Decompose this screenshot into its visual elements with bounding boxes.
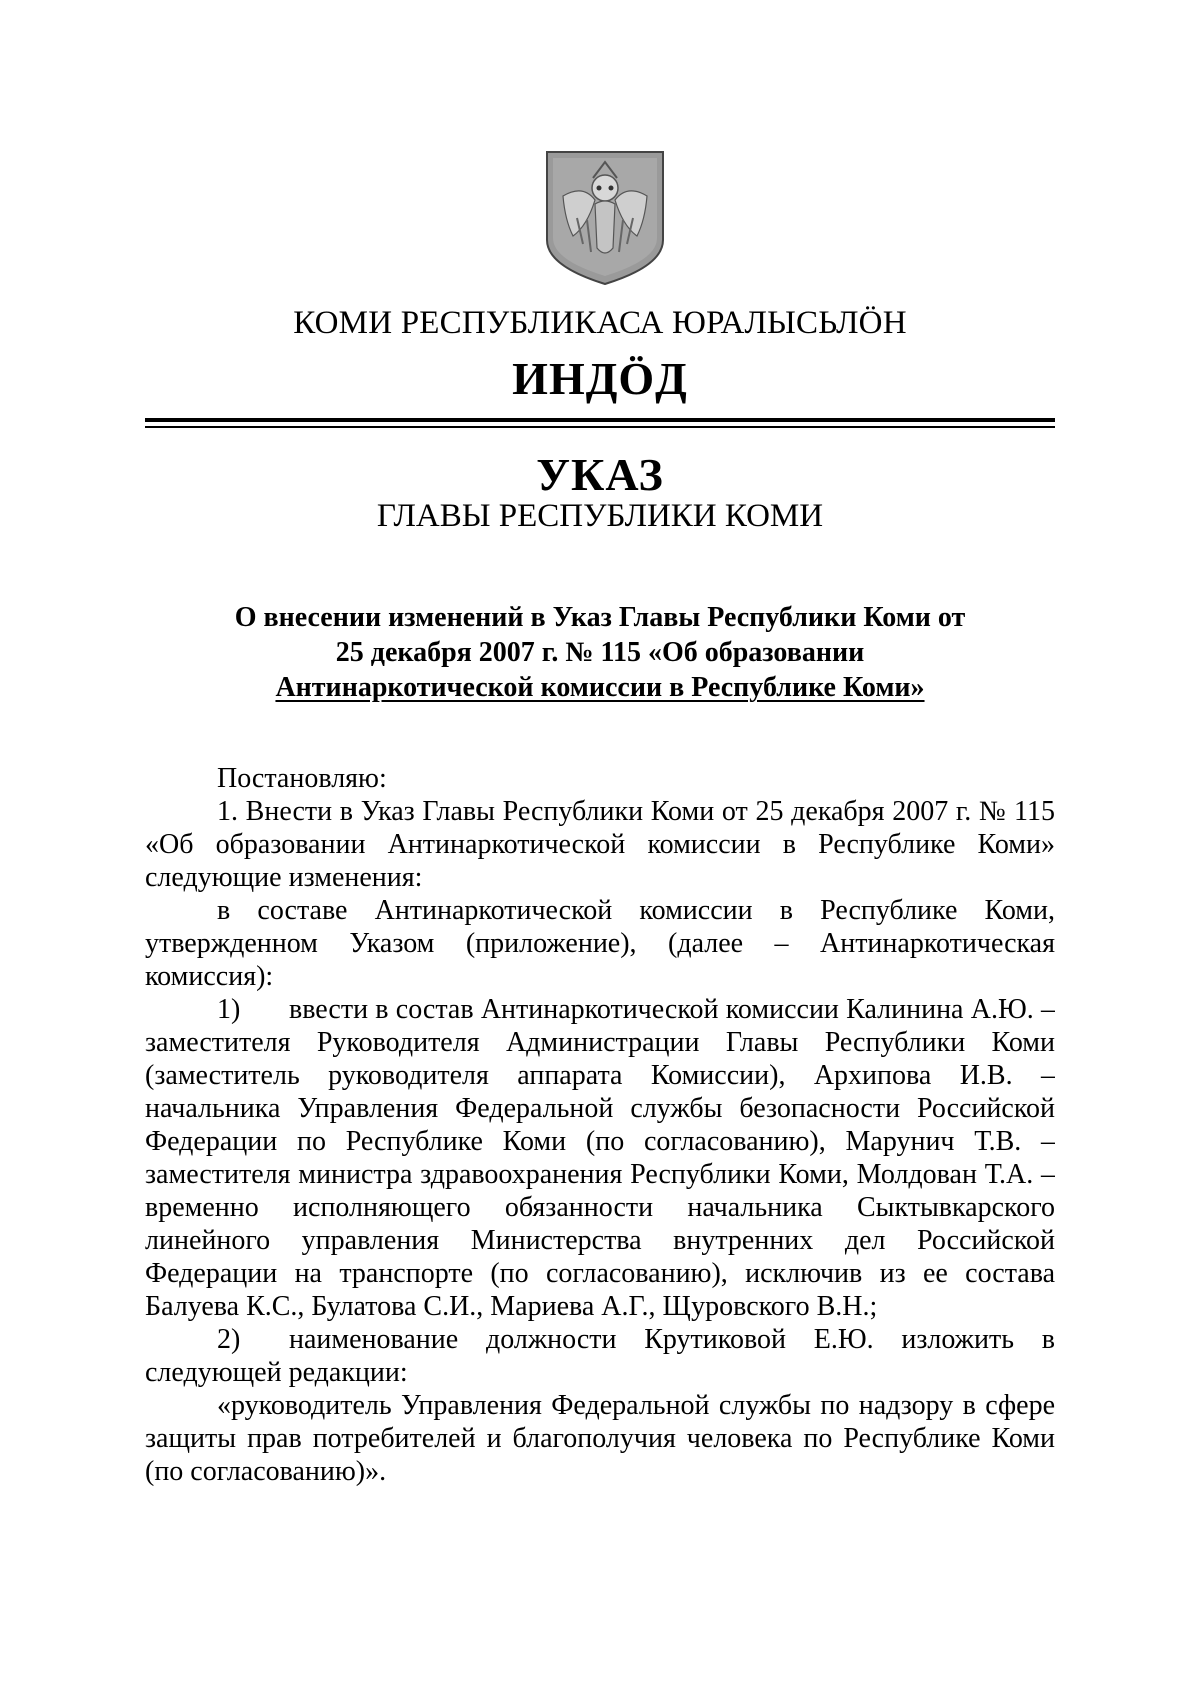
paragraph-line: в составе Антинаркотической комиссии в Республике Коми, <box>217 895 1055 926</box>
paragraph-line: (по согласованию)». <box>145 1456 387 1487</box>
paragraph-line: «руководитель Управления Федеральной службы по надзору в сфере <box>217 1390 1055 1421</box>
paragraph-line: «Об образовании Антинаркотической комиссии в Республике Коми» <box>145 829 1055 860</box>
komi-document-type: ИНДӦД <box>512 353 688 404</box>
paragraph-line: линейного управления Министерства внутренних дел Российской <box>145 1225 1055 1256</box>
paragraph-line: начальника Управления Федеральной службы безопасности Российской <box>145 1093 1055 1124</box>
decree-word: Постановляю: <box>217 763 387 794</box>
paragraph-line: утвержденном Указом (приложение), (далее – Антинаркотическая <box>145 928 1055 959</box>
paragraph-line: 1. Внести в Указ Главы Республики Коми от 25 декабря 2007 г. № 115 <box>217 796 1055 827</box>
document-title-line: О внесении изменений в Указ Главы Республики Коми от <box>234 602 966 633</box>
paragraph-line: комиссия): <box>145 961 274 992</box>
header-divider-thick <box>145 418 1055 422</box>
komi-header-line: КОМИ РЕСПУБЛИКАСА ЮРАЛЫСЬЛӦН <box>293 305 907 341</box>
list-item-number: 1) <box>217 994 241 1025</box>
document-title-underlined: Антинаркотической комиссии в Республике Коми» <box>275 672 925 703</box>
paragraph-line: следующей редакции: <box>145 1357 408 1388</box>
paragraph-line: заместителя министра здравоохранения Республики Коми, Молдован Т.А. – <box>145 1159 1055 1190</box>
paragraph-line: Балуева К.С., Булатова С.И., Мариева А.Г., Щуровского В.Н.; <box>145 1291 878 1322</box>
list-item-2-first-line <box>145 1323 1055 1356</box>
komi-coat-of-arms-icon <box>543 148 667 288</box>
issuing-authority: ГЛАВЫ РЕСПУБЛИКИ КОМИ <box>376 498 824 534</box>
header-divider-thin <box>145 426 1055 428</box>
paragraph-line: Федерации на транспорте (по согласованию), исключив из ее состава <box>145 1258 1055 1289</box>
paragraph-line: Федерации по Республике Коми (по согласованию), Марунич Т.В. – <box>145 1126 1055 1157</box>
document-type: УКАЗ <box>536 449 664 500</box>
paragraph-line: заместителя Руководителя Администрации Главы Республики Коми <box>145 1027 1055 1058</box>
document-title-line: 25 декабря 2007 г. № 115 «Об образовании <box>335 637 865 668</box>
list-item-1-first-line <box>145 993 1055 1026</box>
paragraph-line: ввести в состав Антинаркотической комиссии Калинина А.Ю. – <box>289 994 1055 1025</box>
paragraph-line: защиты прав потребителей и благополучия человека по Республике Коми <box>145 1423 1055 1454</box>
paragraph-line: наименование должности Крутиковой Е.Ю. изложить в <box>289 1324 1055 1355</box>
paragraph-line: временно исполняющего обязанности начальника Сыктывкарского <box>145 1192 1055 1223</box>
document-body <box>145 762 1055 1488</box>
paragraph-line: (заместитель руководителя аппарата Комиссии), Архипова И.В. – <box>145 1060 1055 1091</box>
document-title-line <box>0 672 1200 704</box>
paragraph-line: следующие изменения: <box>145 862 423 893</box>
list-item-number: 2) <box>217 1324 241 1355</box>
